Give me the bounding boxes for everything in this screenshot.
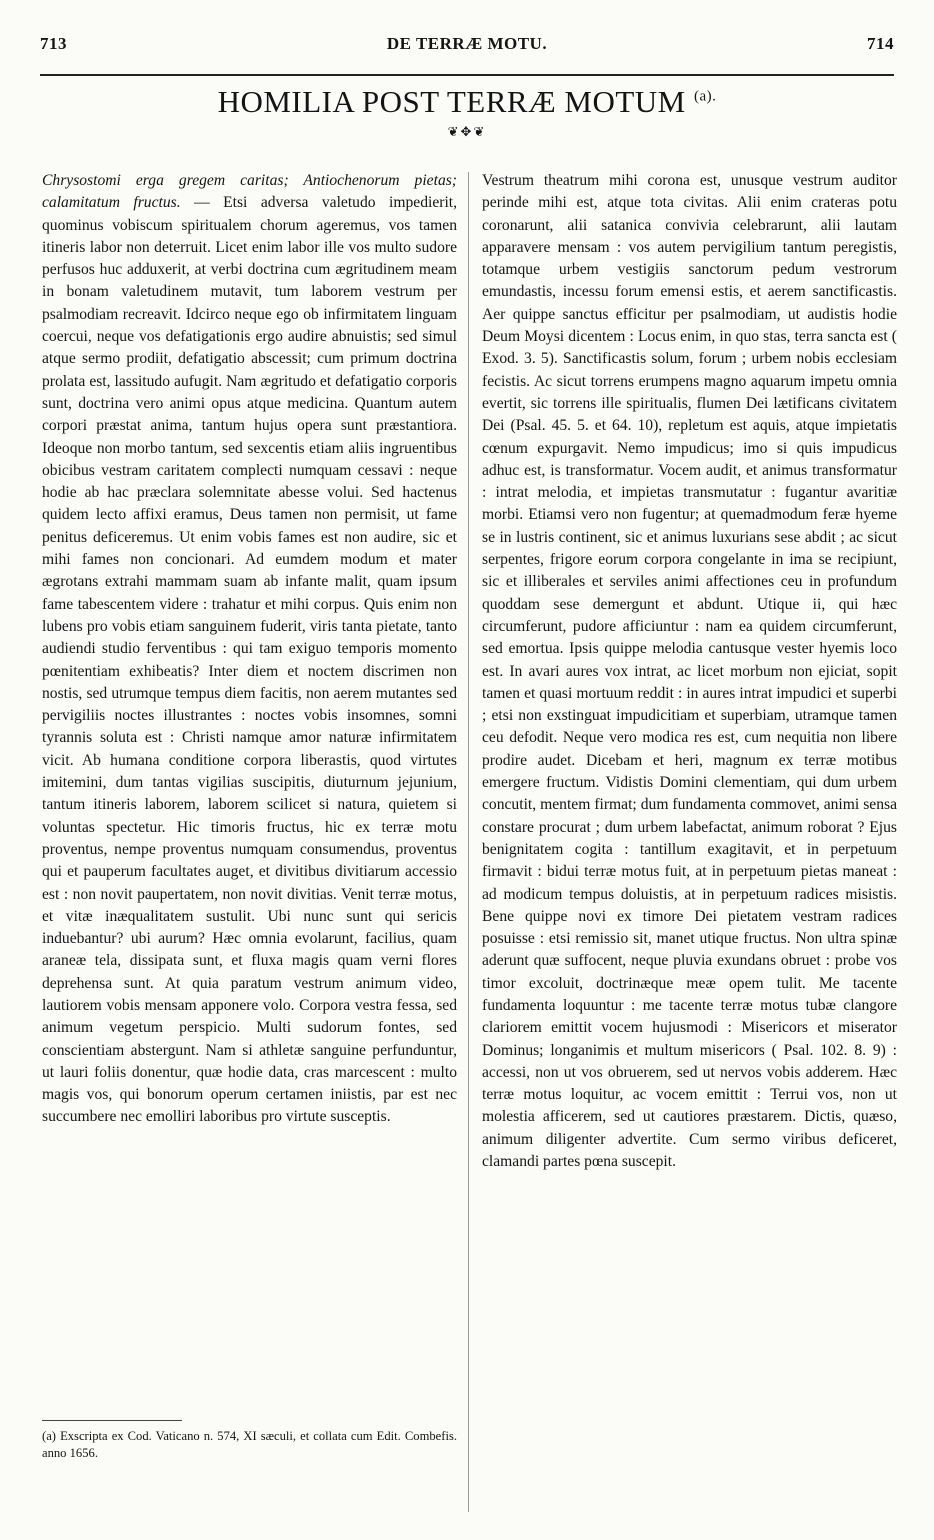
homily-title-text: HOMILIA POST TERRÆ MOTUM xyxy=(217,84,686,119)
homily-title xyxy=(0,84,934,120)
title-ornament: ❦✥❦ xyxy=(447,124,487,139)
running-title: DE TERRÆ MOTU. xyxy=(386,34,548,53)
title-note-mark: (a). xyxy=(694,88,717,105)
running-head xyxy=(40,34,894,54)
right-column-body: Vestrum theatrum mihi corona est, unusque vestrum auditor perinde mihi est, atque tota civitas. Alii enim crateras potu coronarunt, alii satanica convivia celebrarunt, alii lautam apparavere mensam : vos autem pervigilium tantum peregistis, totamque urbem vestigiis sanctorum pedum vestrorum emundastis, incessu forum emensi estis, et aerem sanctificastis. Aer quippe sanctus efficitur per psalmodiam, ut audistis hodie Deum Moysi dicentem : Locus enim, in quo stas, terra sancta est ( Exod. 3. 5). Sanctificastis solum, forum ; urbem nobis ecclesiam fecistis. Ac sicut torrens erumpens magno aquarum impetu omnia evertit, sic torrens ille spiritualis, flumen Dei lætificans civitatem Dei (Psal. 45. 5. et 64. 10), repletum est aquis, atque impietatis cœnum expurgavit. Nemo impudicus; imo si quis impudicus adhuc est, is transformatur. Vocem audit, et animus transformatur : intrat melodia, et impietas transmutatur : fugantur avaritiæ morbi. Etiamsi vero non fugentur; at quemadmodum feræ hyeme se in lustris continent, sic et animus luxurians sese abdit ; ac sicut serpentes, frigore eorum corpora congelante in ima se recipiunt, sic et illiberales et serviles animi affectiones ceu in profundum quoddam sese demergunt et abdunt. Utique ii, qui hæc circumferunt, pudore afficiuntur : nam ea quidem circumferunt, sed emortua. Ipsis quippe melodia cantusque vester hyemis loco est. In avari aures vox intrat, ac licet morbum non ejiciat, sopit tamen et quasi mortuum reddit : in aures intrat impudici et superbi ; etsi non exstinguat impudicitiam et superbiam, utramque tamen ceu defodit. Neque vero modica res est, cum nequitia non libere prodire audet. Dicebam et heri, magnum ex terræ motibus emergere fructum. Vidistis Domini clementiam, qui dum urbem concutit, mentem firmat; dum fundamenta commovet, animi sensa constare procurat ; dum urbem labefactat, animum roborat ? Ejus benignitatem cogita : tantillum exagitavit, et in perpetuum firmavit : bidui terræ motus fuit, at in perpetuum pietas maneat : ad modicum tempus doluistis, at in perpetuum radices misistis. Bene quippe novi ex timore Dei pietatem vestram radices posuisse : etsi remissio sit, manet utique fructus. Non ultra spinæ aderunt quæ suffocent, neque pluvia exundans obruet : probe vos timor excoluit, doctrinæque meæ opem tulit. Me tacente fundamenta loquuntur : me tacente terræ motus tubæ clangore clariorem emittit vocem hujusmodi : Misericors et miserator Dominus; longanimis et multum misericors ( Psal. 102. 8. 9) : accessi, non ut vos obruerem, sed ut nervos vobis adderem. Hæc terræ motus loquitur, ac vocem emittit : Terrui vos, non ut molestia afficerem, sed ut cautiores præstarem. Dictis, quæso, animum diligenter advertite. Cum sermo viribus deficeret, clamandi partes pœna suscepit. xyxy=(482,172,897,1171)
left-column-body: — Etsi adversa valetudo impedierit, quominus vobiscum spiritualem chorum ageremus, vos tamen itineris labor non deterruit. Licet enim labor ille vos multo sudore perfusos huc adduxerit, at verbi doctrina cum ægritudinem meam in bonam valetudinem mutavit, tum laborem vestrum per psalmodiam recreavit. Idcirco neque ego ob infirmitatem linguam coercui, neque vos defatigationis ergo audire abnuistis; sed simul atque sermo prodiit, defatigatio abscessit; cum primum doctrina prolata est, lassitudo aufugit. Nam ægritudo et defatigatio corporis sunt, doctrina vero animi opus atque medicina. Quantum autem corpori præstat anima, tantum hujus opera sunt præstantiora. Ideoque non morbo tantum, sed sexcentis etiam aliis ingruentibus obicibus vestram caritatem complecti numquam cessavi : neque hodie ab hac præclara solemnitate abesse volui. Sed hactenus quidem lecto affixi eramus, Deus tamen non permisit, ut fame penitus deficeremus. Ut enim vobis fames est non audire, sic et mihi fames non concionari. Ad eumdem modum et mater ægrotans extrahi mammam suam ab infante malit, quam ipsum fame tabescentem videre : trahatur et mihi corpus. Quis enim non lubens pro vobis etiam sanguinem fuderit, viris tanta pietate, tanto audiendi studio ferventibus : qui tam exiguo temporis momento pœnitentiam exhibeatis? Inter diem et noctem discrimen non nostis, sed utrumque tempus diem facitis, non aerem mutantes sed pervigiliis noctes illustrantes : noctes vobis insomnes, somni tyrannis soluta est : Christi namque amor naturæ infirmitatem vicit. Ab humana conditione corpora liberastis, quod virtutes imitemini, dum tantas vigilias suscipitis, diuturnum jejunium, tantum itineris laborem, laborem scilicet si natura, quietem si voluntas spectetur. Hic timoris fructus, hic ex terræ motu proventus, nempe proventus numquam consumendus, proventus qui et pauperum facultates auget, et divitibus divitiarum accessio est : non novit paupertatem, non novit divitias. Venit terræ motus, et vitæ inæqualitatem sustulit. Ubi nunc sunt qui sericis induebantur? ubi aurum? Hæc omnia evolarunt, facilius, quam araneæ tela, dissipata sunt, et fluxa magis quam verni flores deprehensa sunt. At quia paratum vestrum animum video, lautiorem vobis mensam apponere volo. Corpora vestra fessa, sed animum vegetum perspicio. Multi sudorum fontes, sed conscientiam abstergunt. Nam si athletæ sanguine perfunduntur, ut lauri foliis donentur, quæ hodie data, cras marcescent : multo magis vos, qui bonorum operum certamen iniistis, par est nec succumbere nec emolliri laboribus pro virtute susceptis. xyxy=(42,194,458,1126)
page-number-right: 714 xyxy=(867,34,894,53)
left-column xyxy=(42,170,457,1129)
footnote-text: Exscripta ex Cod. Vaticano n. 574, XI sæculi, et collata cum Edit. Combefis. anno 1656. xyxy=(42,1429,457,1460)
right-column xyxy=(482,170,897,1173)
page-number-left: 713 xyxy=(40,34,67,53)
left-column-text xyxy=(42,170,457,1129)
header-rule xyxy=(40,74,894,76)
footnote-mark: (a) xyxy=(42,1429,56,1443)
summary-italic: Chrysostomi erga gregem caritas; Antiochenorum pietas; calamitatum fructus. xyxy=(42,172,457,212)
column-divider xyxy=(468,172,469,1512)
footnote-rule xyxy=(42,1420,182,1421)
footnote xyxy=(42,1428,457,1462)
